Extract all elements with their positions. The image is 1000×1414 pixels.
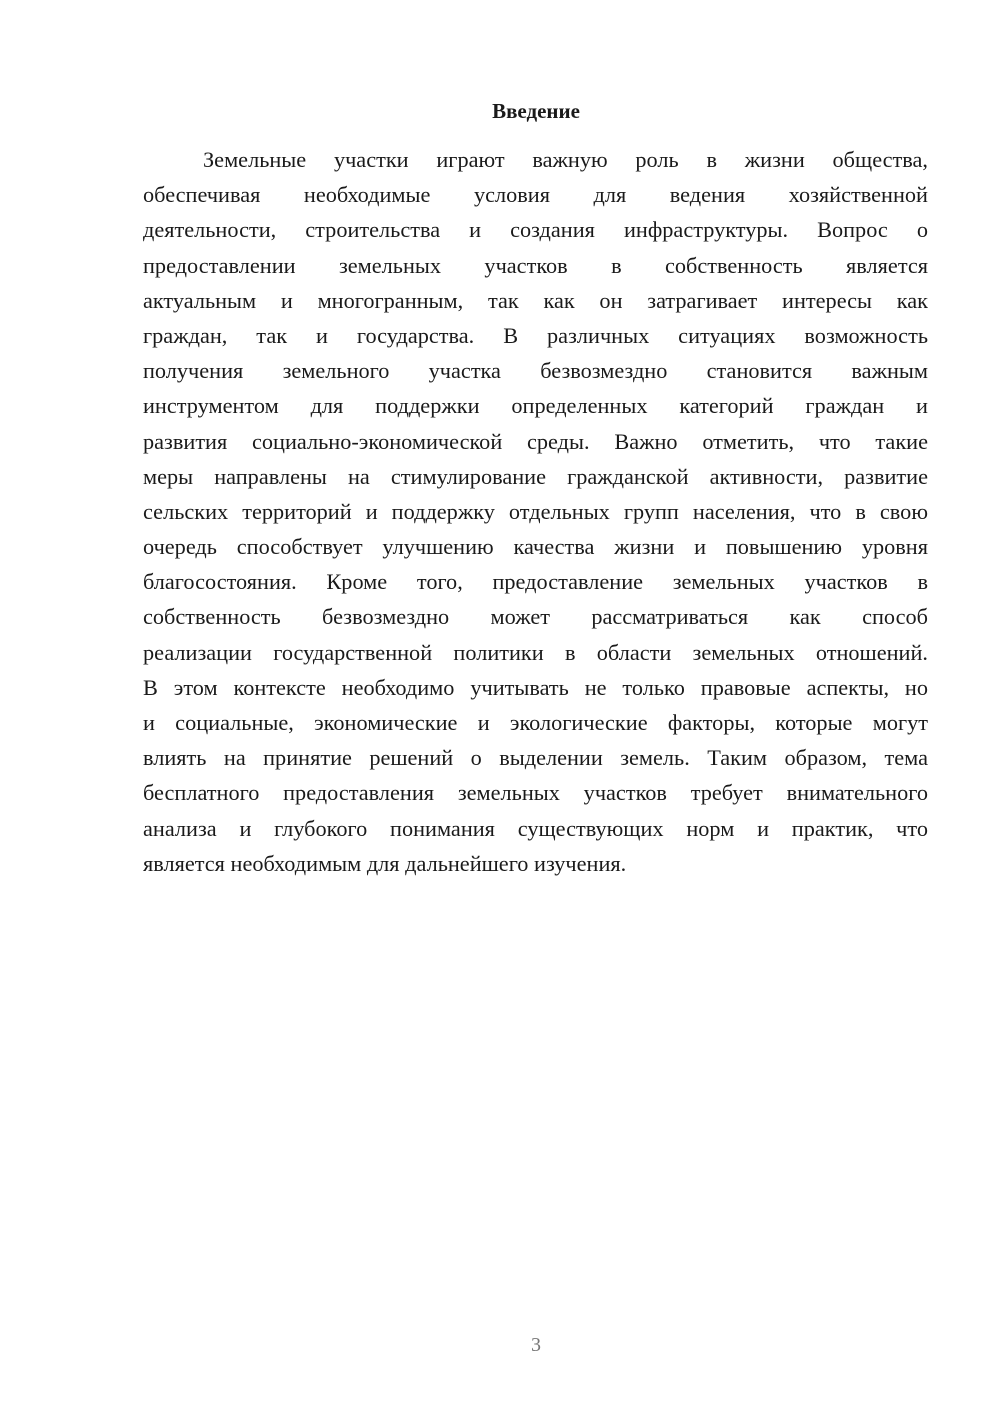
paragraph-line [143, 494, 928, 529]
paragraph-line [143, 529, 928, 564]
paragraph-line [143, 564, 928, 599]
line-text: благосостояния. Кроме того, предоставление земельных участков в [143, 569, 928, 595]
line-text: является необходимым для дальнейшего изучения. [143, 850, 627, 876]
line-text: и социальные, экономические и экологические факторы, которые могут [143, 710, 928, 735]
paragraph-line [143, 212, 928, 247]
line-text: влиять на принятие решений о выделении земель. Таким образом, тема [143, 745, 928, 771]
line-text: меры направлены на стимулирование гражданской активности, развитие [143, 463, 928, 489]
paragraph-line [143, 283, 928, 318]
line-text: В этом контексте необходимо учитывать не только правовые аспекты, но [143, 674, 928, 700]
paragraph [143, 142, 928, 881]
paragraph-line [143, 142, 928, 177]
paragraph-line [143, 775, 928, 810]
paragraph-line [143, 248, 928, 283]
section-title: Введение [492, 99, 580, 123]
page-number: 3 [531, 1334, 541, 1356]
paragraph-line [143, 388, 928, 423]
paragraph-line [143, 811, 928, 846]
line-text: бесплатного предоставления земельных участков требует внимательного [143, 780, 928, 806]
paragraph-line [143, 740, 928, 775]
line-text: инструментом для поддержки определенных категорий граждан и [143, 393, 928, 419]
paragraph-line [143, 353, 928, 388]
paragraph-line [143, 177, 928, 212]
paragraph-line [143, 318, 928, 353]
paragraph-line [143, 459, 928, 494]
paragraph-line [143, 424, 928, 459]
line-text: сельских территорий и поддержку отдельных групп населения, что в свою [143, 498, 928, 524]
paragraph-line [143, 635, 928, 670]
paragraph-line [143, 705, 928, 740]
line-text: развития социально-экономической среды. Важно отметить, что такие [143, 428, 928, 454]
line-text: обеспечивая необходимые условия для ведения хозяйственной [143, 182, 928, 208]
paragraph-line [143, 670, 928, 705]
line-text: предоставлении земельных участков в собственность является [143, 252, 928, 278]
line-text: получения земельного участка безвозмездно становится важным [143, 358, 928, 384]
line-text: собственность безвозмездно может рассматриваться как способ [143, 604, 928, 630]
line-text: очередь способствует улучшению качества жизни и повышению уровня [143, 534, 928, 560]
line-text: граждан, так и государства. В различных ситуациях возможность [143, 322, 928, 348]
line-text: анализа и глубокого понимания существующих норм и практик, что [143, 815, 928, 841]
paragraph-line [143, 599, 928, 634]
line-text: Земельные участки играют важную роль в жизни общества, [203, 147, 928, 172]
line-text: реализации государственной политики в области земельных отношений. [143, 639, 928, 665]
line-text: актуальным и многогранным, так как он затрагивает интересы как [143, 287, 928, 313]
line-text: деятельности, строительства и создания инфраструктуры. Вопрос о [143, 217, 928, 243]
paragraph-line [143, 846, 928, 881]
